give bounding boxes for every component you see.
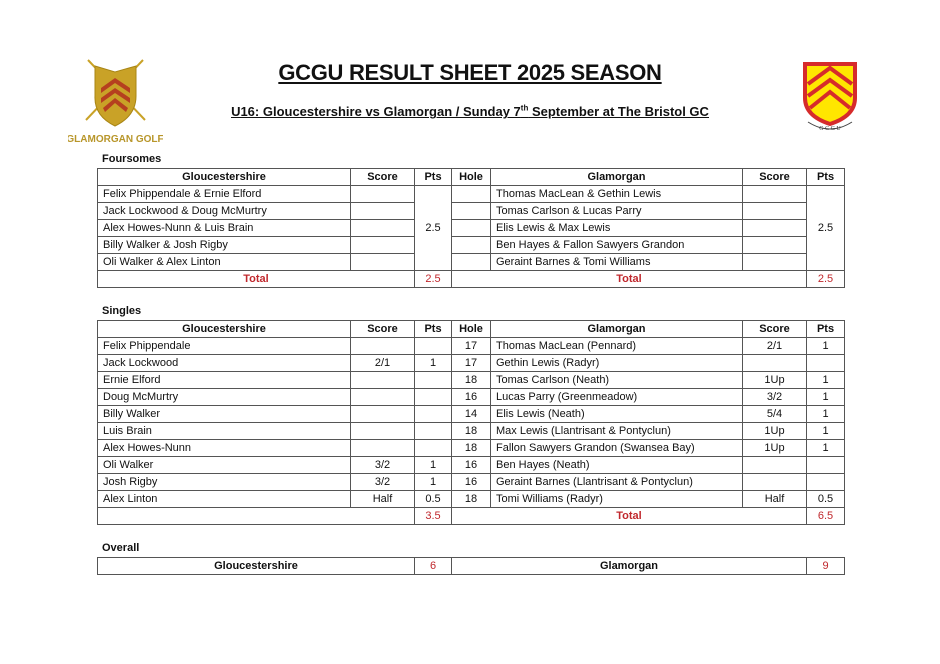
table-row <box>98 440 845 457</box>
home-total-blank <box>98 508 415 525</box>
away-score: 1Up <box>743 423 807 440</box>
away-score <box>743 237 807 254</box>
home-pair: Alex Howes-Nunn & Luis Brain <box>98 220 351 237</box>
hole: 16 <box>452 457 491 474</box>
table-row <box>98 355 845 372</box>
home-player: Ernie Elford <box>98 372 351 389</box>
home-score <box>351 254 415 271</box>
home-player: Alex Linton <box>98 491 351 508</box>
singles-table <box>97 320 845 525</box>
away-total-label: Total <box>452 508 807 525</box>
hole: 16 <box>452 389 491 406</box>
away-score: 1Up <box>743 440 807 457</box>
away-player: Gethin Lewis (Radyr) <box>491 355 743 372</box>
away-pair: Ben Hayes & Fallon Sawyers Grandon <box>491 237 743 254</box>
column-header-away-score: Score <box>743 321 807 338</box>
foursomes-label: Foursomes <box>102 153 162 165</box>
table-row <box>98 389 845 406</box>
away-score: 1Up <box>743 372 807 389</box>
home-player: Luis Brain <box>98 423 351 440</box>
column-header-home-score: Score <box>351 169 415 186</box>
home-points: 1 <box>415 457 452 474</box>
page-title: GCGU RESULT SHEET 2025 SEASON <box>278 60 662 85</box>
column-header-home-points: Pts <box>415 169 452 186</box>
home-player: Josh Rigby <box>98 474 351 491</box>
home-score <box>351 372 415 389</box>
match-subtitle: U16: Gloucestershire vs Glamorgan / Sunday 7th September at The Bristol GC <box>231 104 709 120</box>
away-points <box>807 355 845 372</box>
away-total: 6.5 <box>807 508 845 525</box>
column-header-hole: Hole <box>452 169 491 186</box>
home-score: 3/2 <box>351 474 415 491</box>
away-score: 2/1 <box>743 338 807 355</box>
header-row <box>98 169 845 186</box>
away-score <box>743 203 807 220</box>
away-player: Lucas Parry (Greenmeadow) <box>491 389 743 406</box>
home-points: 2.5 <box>415 186 452 271</box>
away-score <box>743 457 807 474</box>
away-points: 1 <box>807 406 845 423</box>
hole <box>452 237 491 254</box>
away-points: 0.5 <box>807 491 845 508</box>
away-score <box>743 220 807 237</box>
home-points <box>415 372 452 389</box>
away-pair: Geraint Barnes & Tomi Williams <box>491 254 743 271</box>
foursomes-table <box>97 168 845 288</box>
overall-home-points: 6 <box>415 558 452 575</box>
hole: 18 <box>452 491 491 508</box>
column-header-away-points: Pts <box>807 321 845 338</box>
header-row <box>98 321 845 338</box>
home-points: 1 <box>415 474 452 491</box>
hole <box>452 186 491 203</box>
table-row <box>98 423 845 440</box>
away-score: 3/2 <box>743 389 807 406</box>
overall-label: Overall <box>102 542 140 554</box>
away-points <box>807 457 845 474</box>
away-points: 2.5 <box>807 186 845 271</box>
home-score <box>351 186 415 203</box>
table-row <box>98 406 845 423</box>
home-pair: Billy Walker & Josh Rigby <box>98 237 351 254</box>
hole: 17 <box>452 355 491 372</box>
column-header-home-points: Pts <box>415 321 452 338</box>
home-points <box>415 389 452 406</box>
away-player: Ben Hayes (Neath) <box>491 457 743 474</box>
column-header-hole: Hole <box>452 321 491 338</box>
home-points <box>415 423 452 440</box>
table-row <box>98 203 845 220</box>
home-player: Alex Howes-Nunn <box>98 440 351 457</box>
home-points <box>415 440 452 457</box>
away-points: 1 <box>807 338 845 355</box>
home-player: Billy Walker <box>98 406 351 423</box>
away-score <box>743 474 807 491</box>
table-row <box>98 254 845 271</box>
away-pair: Tomas Carlson & Lucas Parry <box>491 203 743 220</box>
away-player: Tomas Carlson (Neath) <box>491 372 743 389</box>
column-header-away-team: Glamorgan <box>491 169 743 186</box>
table-row <box>98 186 845 203</box>
home-score <box>351 203 415 220</box>
away-player: Tomi Williams (Radyr) <box>491 491 743 508</box>
away-player: Thomas MacLean (Pennard) <box>491 338 743 355</box>
home-player: Oli Walker <box>98 457 351 474</box>
away-points: 1 <box>807 372 845 389</box>
hole: 16 <box>452 474 491 491</box>
home-score <box>351 220 415 237</box>
left-logo-text: GLAMORGAN GOLF <box>68 134 163 145</box>
overall-away-team: Glamorgan <box>452 558 807 575</box>
away-points: 1 <box>807 389 845 406</box>
away-score <box>743 254 807 271</box>
home-player: Doug McMurtry <box>98 389 351 406</box>
home-pair: Jack Lockwood & Doug McMurtry <box>98 203 351 220</box>
column-header-away-score: Score <box>743 169 807 186</box>
overall-home-team: Gloucestershire <box>98 558 415 575</box>
column-header-home-team: Gloucestershire <box>98 169 351 186</box>
home-score <box>351 406 415 423</box>
hole: 18 <box>452 372 491 389</box>
home-player: Jack Lockwood <box>98 355 351 372</box>
home-player: Felix Phippendale <box>98 338 351 355</box>
home-points: 0.5 <box>415 491 452 508</box>
away-pair: Elis Lewis & Max Lewis <box>491 220 743 237</box>
away-score: 5/4 <box>743 406 807 423</box>
table-row <box>98 474 845 491</box>
away-player: Max Lewis (Llantrisant & Pontyclun) <box>491 423 743 440</box>
total-row <box>98 271 845 288</box>
home-score <box>351 440 415 457</box>
home-total: 2.5 <box>415 271 452 288</box>
away-points: 1 <box>807 440 845 457</box>
overall-away-points: 9 <box>807 558 845 575</box>
away-score <box>743 355 807 372</box>
hole: 18 <box>452 440 491 457</box>
table-row <box>98 237 845 254</box>
hole <box>452 203 491 220</box>
home-score: 2/1 <box>351 355 415 372</box>
home-score <box>351 338 415 355</box>
home-score <box>351 237 415 254</box>
column-header-home-team: Gloucestershire <box>98 321 351 338</box>
table-row <box>98 338 845 355</box>
hole <box>452 254 491 271</box>
away-total: 2.5 <box>807 271 845 288</box>
home-points: 1 <box>415 355 452 372</box>
overall-row <box>98 558 845 575</box>
table-row <box>98 491 845 508</box>
home-score <box>351 423 415 440</box>
hole <box>452 220 491 237</box>
column-header-home-score: Score <box>351 321 415 338</box>
away-player: Geraint Barnes (Llantrisant & Pontyclun) <box>491 474 743 491</box>
home-points <box>415 338 452 355</box>
away-points: 1 <box>807 423 845 440</box>
home-points <box>415 406 452 423</box>
table-row <box>98 372 845 389</box>
hole: 18 <box>452 423 491 440</box>
overall-table <box>97 557 845 575</box>
away-total-label: Total <box>452 271 807 288</box>
home-score <box>351 389 415 406</box>
away-player: Elis Lewis (Neath) <box>491 406 743 423</box>
away-pair: Thomas MacLean & Gethin Lewis <box>491 186 743 203</box>
total-row <box>98 508 845 525</box>
away-player: Fallon Sawyers Grandon (Swansea Bay) <box>491 440 743 457</box>
home-score: 3/2 <box>351 457 415 474</box>
hole: 17 <box>452 338 491 355</box>
home-score: Half <box>351 491 415 508</box>
away-points <box>807 474 845 491</box>
column-header-away-team: Glamorgan <box>491 321 743 338</box>
svg-text:G C G U: G C G U <box>819 126 841 132</box>
table-row <box>98 220 845 237</box>
column-header-away-points: Pts <box>807 169 845 186</box>
home-pair: Oli Walker & Alex Linton <box>98 254 351 271</box>
home-total: 3.5 <box>415 508 452 525</box>
hole: 14 <box>452 406 491 423</box>
table-row <box>98 457 845 474</box>
home-total-label: Total <box>98 271 415 288</box>
home-pair: Felix Phippendale & Ernie Elford <box>98 186 351 203</box>
away-score: Half <box>743 491 807 508</box>
away-score <box>743 186 807 203</box>
singles-label: Singles <box>102 305 142 317</box>
